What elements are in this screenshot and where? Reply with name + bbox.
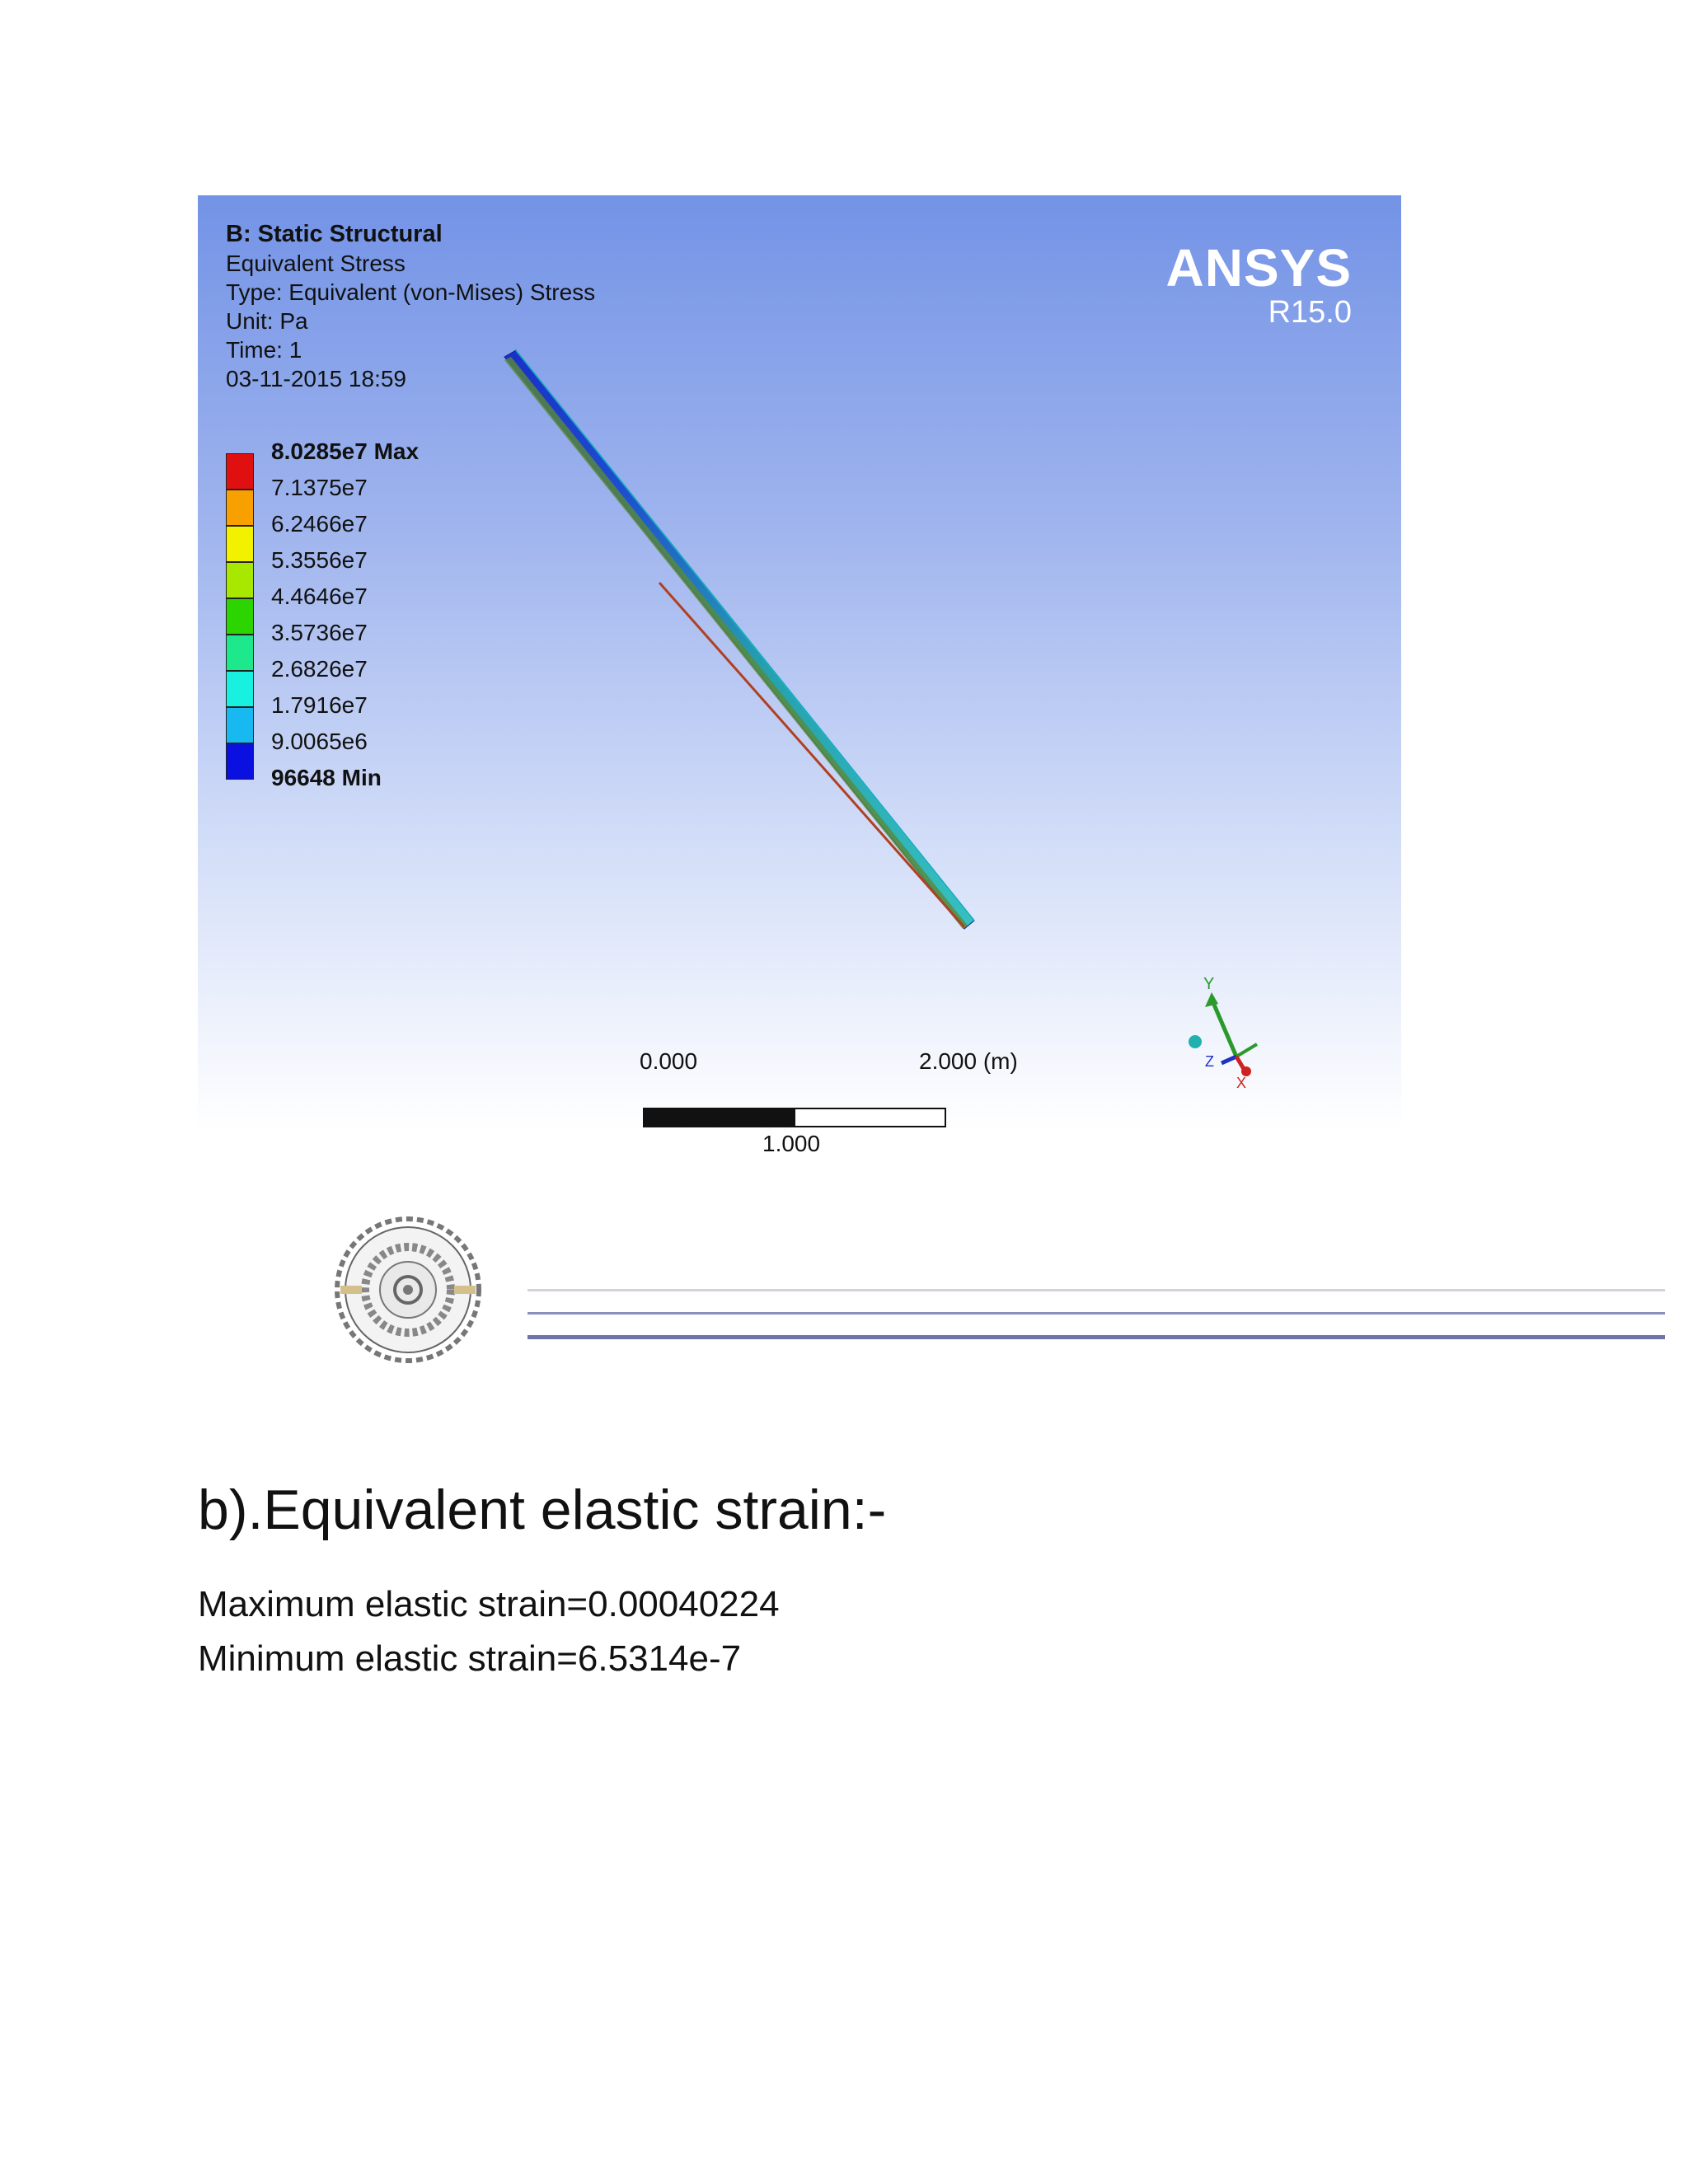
legend-label: 4.4646e7 (271, 583, 368, 609)
result-timestamp: 03-11-2015 18:59 (226, 366, 406, 391)
result-type: Type: Equivalent (von-Mises) Stress (226, 279, 596, 305)
legend-label: 96648 Min (271, 765, 382, 790)
legend-label: 6.2466e7 (271, 511, 368, 537)
result-name: Equivalent Stress (226, 251, 406, 276)
triad-origin-dot (1189, 1035, 1202, 1048)
beam-top-edge (516, 350, 974, 921)
ansys-result-viewport (198, 195, 1401, 1156)
legend-label: 3.5736e7 (271, 620, 368, 645)
header-rule-dark (528, 1335, 1665, 1339)
legend-label: 1.7916e7 (271, 692, 368, 718)
ansys-version: R15.0 (1268, 295, 1352, 330)
legend-label: 7.1375e7 (271, 475, 368, 500)
beam-stress-edge (504, 357, 968, 929)
triad-x-label: X (1236, 1075, 1247, 1091)
ansys-brand: ANSYS (1165, 238, 1352, 298)
scale-mid-label: 1.000 (762, 1131, 821, 1156)
result-unit: Unit: Pa (226, 308, 308, 334)
header-rule-light (528, 1289, 1665, 1291)
header-rule-mid (528, 1312, 1665, 1315)
axis-triad (1187, 974, 1286, 1090)
legend-label: 5.3556e7 (271, 547, 368, 573)
institute-seal-logo (334, 1212, 482, 1368)
triad-z-label: Z (1205, 1053, 1214, 1070)
max-strain-text: Maximum elastic strain=0.00040224 (198, 1584, 780, 1624)
triad-y-axis (1212, 999, 1236, 1057)
min-strain-text: Minimum elastic strain=6.5314e-7 (198, 1638, 742, 1679)
beam-hot-line (659, 583, 964, 927)
scale-bar-black (643, 1108, 795, 1127)
scale-start-label: 0.000 (640, 1048, 698, 1074)
result-time: Time: 1 (226, 337, 302, 363)
triad-z-axis (1221, 1057, 1236, 1063)
analysis-title: B: Static Structural (226, 221, 443, 247)
legend-label: 9.0065e6 (271, 729, 368, 754)
scale-end-label: 2.000 (m) (919, 1048, 1018, 1074)
scale-bar-white (794, 1108, 946, 1127)
section-heading: b).Equivalent elastic strain:- (198, 1479, 887, 1541)
legend-label: 8.0285e7 Max (271, 438, 420, 464)
legend-label: 2.6826e7 (271, 656, 368, 682)
triad-y-label: Y (1203, 975, 1215, 993)
